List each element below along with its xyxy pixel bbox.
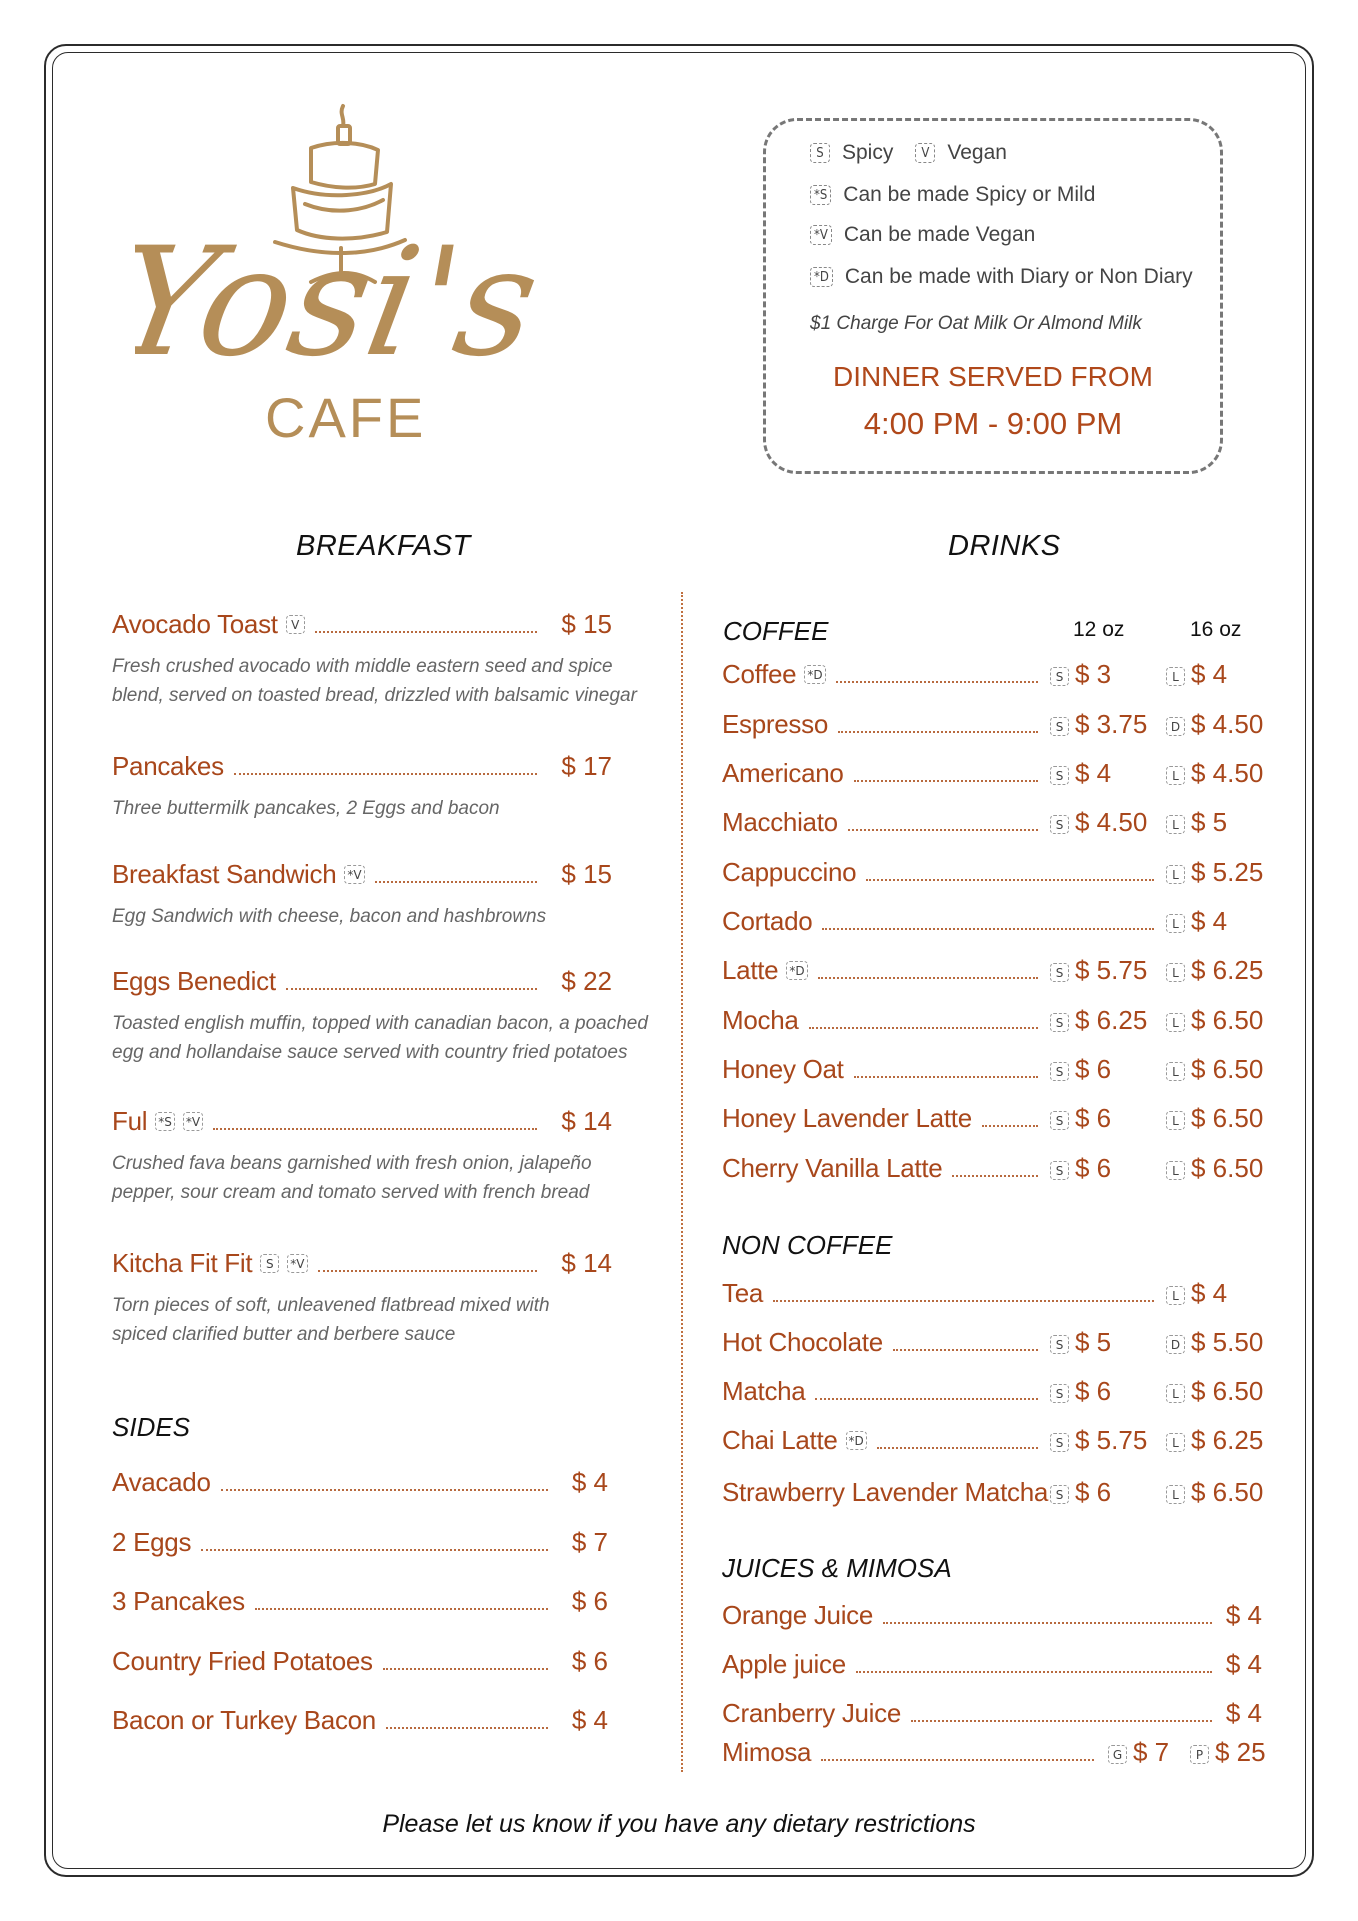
mimosa-glass-price: [1108, 1736, 1169, 1768]
small-price: $ 5.75: [1075, 1425, 1148, 1455]
dot-leader: [821, 1759, 1094, 1761]
description-line: Crushed fava beans garnished with fresh onion, jalapeño: [112, 1153, 592, 1174]
drink-item: [722, 1152, 1044, 1184]
item-price: $ 4: [571, 1705, 608, 1735]
size-tag: G: [1108, 1745, 1127, 1764]
side-item: [112, 1585, 608, 1617]
size-tag: S: [1050, 717, 1069, 736]
large-price-cell: [1166, 708, 1263, 740]
item-price: $ 22: [561, 966, 612, 996]
large-price: $ 6.50: [1191, 1103, 1264, 1133]
size-tag: S: [1050, 1485, 1069, 1504]
drink-item: [722, 1004, 1044, 1036]
mimosa-item: [722, 1736, 1100, 1768]
size-tag: L: [1166, 1485, 1185, 1504]
small-price-cell: [1050, 806, 1147, 838]
dot-leader: [315, 631, 538, 633]
dot-leader: [818, 977, 1038, 979]
small-price-cell: [1050, 1326, 1111, 1358]
small-price: $ 5: [1075, 1327, 1112, 1357]
small-price-cell: [1050, 1152, 1111, 1184]
description-line: Fresh crushed avocado with middle eastern seed and spice: [112, 656, 613, 677]
size-tag: S: [1050, 1111, 1069, 1130]
item-name: Ful: [112, 1106, 148, 1136]
item-name: Cappuccino: [722, 857, 857, 887]
dot-leader: [815, 1398, 1038, 1400]
item-name: Honey Oat: [722, 1054, 844, 1084]
mimosa-pitcher-price: [1190, 1736, 1266, 1768]
item-price: $ 17: [561, 751, 612, 781]
item-name: Mocha: [722, 1005, 799, 1035]
vegan-tag: V: [915, 143, 935, 163]
drink-item: [722, 1053, 1044, 1085]
dietary-tag: *V: [183, 1112, 203, 1131]
can-vegan-tag: *V: [810, 225, 832, 245]
breakfast-title: BREAKFAST: [296, 530, 471, 562]
small-price-cell: [1050, 1004, 1147, 1036]
item-name: Avacado: [112, 1467, 211, 1497]
non-coffee-title: NON COFFEE: [722, 1230, 893, 1260]
description-line: Toasted english muffin, topped with canadian bacon, a poached: [112, 1013, 648, 1034]
item-name: Avocado Toast: [112, 609, 278, 639]
juice-item: [722, 1648, 1262, 1680]
size-tag: S: [1050, 1335, 1069, 1354]
drink-item: [722, 905, 1160, 937]
dot-leader: [822, 928, 1154, 930]
dot-leader: [773, 1300, 1154, 1302]
dot-leader: [866, 879, 1154, 881]
item-price: $ 14: [561, 1248, 612, 1278]
large-price-cell: [1166, 1152, 1263, 1184]
description-line: pepper, sour cream and tomato served with french bread: [112, 1182, 590, 1203]
dot-leader: [836, 681, 1038, 683]
small-price: $ 5.75: [1075, 955, 1148, 985]
large-price: $ 6.50: [1191, 1376, 1264, 1406]
small-price: $ 6: [1075, 1376, 1112, 1406]
description-line: blend, served on toasted bread, drizzled with balsamic vinegar: [112, 685, 637, 706]
dot-leader: [848, 829, 1038, 831]
juice-item: [722, 1599, 1262, 1631]
drink-item: [722, 1375, 1044, 1407]
item-price: $ 15: [561, 859, 612, 889]
size-tag: L: [1166, 1384, 1185, 1403]
large-price: $ 4.50: [1191, 758, 1264, 788]
size-12oz-header: 12 oz: [1073, 618, 1125, 641]
juices-title: JUICES & MIMOSA: [722, 1553, 952, 1583]
small-price: $ 3: [1075, 659, 1112, 689]
sides-title: SIDES: [112, 1412, 191, 1442]
large-price-cell: [1166, 1375, 1263, 1407]
legend-row-dairy: [810, 265, 1193, 289]
dietary-footer: Please let us know if you have any dietary restrictions: [382, 1810, 976, 1838]
small-price-cell: [1050, 1476, 1111, 1508]
dot-leader: [952, 1175, 1038, 1177]
small-price-cell: [1050, 1424, 1147, 1456]
description-line: Three buttermilk pancakes, 2 Eggs and bacon: [112, 798, 500, 819]
dot-leader: [854, 780, 1038, 782]
logo-subtext: CAFE: [265, 386, 427, 449]
size-tag: S: [1050, 1013, 1069, 1032]
dot-leader: [383, 1668, 548, 1670]
item-price: $ 15: [561, 609, 612, 639]
dot-leader: [201, 1549, 548, 1551]
breakfast-item: [112, 750, 612, 782]
small-price: $ 6.25: [1075, 1005, 1148, 1035]
breakfast-item: [112, 608, 612, 640]
dot-leader: [883, 1622, 1212, 1624]
description-line: Torn pieces of soft, unleavened flatbread mixed with: [112, 1295, 550, 1316]
juice-item: [722, 1697, 1262, 1729]
small-price-cell: [1050, 1102, 1111, 1134]
item-name: Breakfast Sandwich: [112, 859, 337, 889]
small-price: $ 6: [1075, 1153, 1112, 1183]
dietary-tag: S: [260, 1254, 279, 1273]
drink-item: [722, 806, 1044, 838]
item-name: Kitcha Fit Fit: [112, 1248, 253, 1278]
breakfast-item: [112, 1247, 612, 1279]
small-price: $ 6: [1075, 1054, 1112, 1084]
drink-item: [722, 1102, 1044, 1134]
item-name: Strawberry Lavender Matcha: [722, 1477, 1049, 1507]
item-name: Cortado: [722, 906, 813, 936]
side-item: [112, 1645, 608, 1677]
large-price: $ 4: [1191, 906, 1228, 936]
dot-leader: [375, 881, 538, 883]
size-tag: S: [1050, 667, 1069, 686]
large-price-cell: [1166, 856, 1263, 888]
large-price: $ 5.50: [1191, 1327, 1264, 1357]
item-name: Americano: [722, 758, 844, 788]
large-price-cell: [1166, 1476, 1263, 1508]
breakfast-item: [112, 858, 612, 890]
item-price: $ 4: [571, 1467, 608, 1497]
dot-leader: [286, 988, 538, 990]
small-price: $ 3.75: [1075, 709, 1148, 739]
breakfast-item: [112, 965, 612, 997]
large-price: $ 4.50: [1191, 709, 1264, 739]
small-price-cell: [1050, 954, 1147, 986]
legend-row-mild: [810, 183, 1095, 207]
dot-leader: [838, 731, 1038, 733]
side-item: [112, 1704, 608, 1736]
drink-item: [722, 1476, 1049, 1508]
size-tag: L: [1166, 1062, 1185, 1081]
description-line: Egg Sandwich with cheese, bacon and hashbrowns: [112, 906, 547, 927]
dot-leader: [255, 1608, 548, 1610]
dietary-tag: V: [286, 615, 305, 634]
drink-item: [722, 856, 1160, 888]
small-price: $ 6: [1075, 1103, 1112, 1133]
size-tag: D: [1166, 1335, 1185, 1354]
small-price: $ 6: [1075, 1477, 1112, 1507]
size-tag: D: [1166, 717, 1185, 736]
large-price-cell: [1166, 1004, 1263, 1036]
item-name: Bacon or Turkey Bacon: [112, 1705, 376, 1735]
size-tag: L: [1166, 1286, 1185, 1305]
size-16oz-header: 16 oz: [1190, 618, 1242, 641]
dot-leader: [221, 1489, 548, 1491]
size-tag: L: [1166, 1111, 1185, 1130]
side-item: [112, 1466, 608, 1498]
item-name: Espresso: [722, 709, 828, 739]
size-tag: S: [1050, 1433, 1069, 1452]
size-tag: S: [1050, 1161, 1069, 1180]
small-price-cell: [1050, 708, 1147, 740]
item-name: Mimosa: [722, 1737, 812, 1767]
item-price: $ 6: [571, 1586, 608, 1616]
breakfast-item: [112, 1105, 612, 1137]
dot-leader: [234, 773, 538, 775]
size-tag: S: [1050, 1384, 1069, 1403]
legend-row-can-vegan: [810, 223, 1035, 247]
large-price: $ 6.25: [1191, 1425, 1264, 1455]
large-price-cell: [1166, 658, 1227, 690]
item-name: Pancakes: [112, 751, 224, 781]
item-name: 2 Eggs: [112, 1527, 192, 1557]
item-name: Tea: [722, 1278, 764, 1308]
size-tag: L: [1166, 914, 1185, 933]
size-tag: S: [1050, 1062, 1069, 1081]
size-tag: P: [1190, 1745, 1209, 1764]
size-tag: L: [1166, 1013, 1185, 1032]
size-tag: S: [1050, 815, 1069, 834]
item-name: Coffee: [722, 659, 797, 689]
dot-leader: [911, 1720, 1212, 1722]
dot-leader: [386, 1727, 548, 1729]
dot-leader: [877, 1447, 1038, 1449]
large-price-cell: [1166, 1424, 1263, 1456]
large-price-cell: [1166, 1053, 1263, 1085]
size-tag: L: [1166, 667, 1185, 686]
spicy-tag: S: [810, 143, 830, 163]
item-price: $ 7: [571, 1527, 608, 1557]
drink-item: [722, 1424, 1044, 1456]
large-price-cell: [1166, 1102, 1263, 1134]
size-tag: L: [1166, 1161, 1185, 1180]
dinner-hours: 4:00 PM - 9:00 PM: [863, 406, 1123, 441]
drink-item: [722, 708, 1044, 740]
size-tag: L: [1166, 815, 1185, 834]
small-price: $ 4.50: [1075, 807, 1148, 837]
item-name: Country Fried Potatoes: [112, 1646, 373, 1676]
description-line: egg and hollandaise sauce served with country fried potatoes: [112, 1042, 628, 1063]
item-price: $ 4: [1225, 1649, 1262, 1679]
dietary-tag: *V: [287, 1254, 307, 1273]
drink-item: [722, 1277, 1160, 1309]
item-description: [112, 902, 546, 931]
dairy-label: Can be made with Diary or Non Diary: [844, 265, 1193, 288]
size-tag: S: [1050, 766, 1069, 785]
large-price: $ 5.25: [1191, 857, 1264, 887]
size-tag: L: [1166, 766, 1185, 785]
drink-item: [722, 954, 1044, 986]
large-price: $ 6.50: [1191, 1005, 1264, 1035]
small-price: $ 4: [1075, 758, 1112, 788]
pitcher-price: $ 25: [1215, 1737, 1266, 1767]
coffee-title: COFFEE: [723, 616, 829, 646]
dot-leader: [213, 1128, 537, 1130]
dot-leader: [856, 1671, 1212, 1673]
small-price-cell: [1050, 757, 1111, 789]
item-name: Hot Chocolate: [722, 1327, 883, 1357]
spicy-label: Spicy: [842, 141, 894, 164]
size-tag: L: [1166, 1433, 1185, 1452]
dietary-tag: *D: [846, 1431, 867, 1450]
legend-box: [763, 118, 1223, 474]
side-item: [112, 1526, 608, 1558]
item-price: $ 4: [1225, 1600, 1262, 1630]
item-name: Chai Latte: [722, 1425, 838, 1455]
drink-item: [722, 757, 1044, 789]
dietary-tag: *D: [804, 665, 825, 684]
large-price: $ 6.50: [1191, 1477, 1264, 1507]
large-price-cell: [1166, 757, 1263, 789]
mild-label: Can be made Spicy or Mild: [843, 183, 1096, 206]
cafe-logo: [135, 92, 555, 472]
large-price-cell: [1166, 1277, 1227, 1309]
drink-item: [722, 658, 1044, 690]
dinner-heading: DINNER SERVED FROM: [833, 361, 1153, 392]
dot-leader: [982, 1125, 1038, 1127]
drink-item: [722, 1326, 1044, 1358]
size-tag: L: [1166, 865, 1185, 884]
drinks-title: DRINKS: [948, 530, 1061, 562]
small-price-cell: [1050, 1375, 1111, 1407]
size-tag: L: [1166, 963, 1185, 982]
dot-leader: [893, 1349, 1038, 1351]
dot-leader: [318, 1270, 538, 1272]
item-description: [112, 1149, 592, 1207]
logo-script: Yosi's: [135, 215, 551, 390]
large-price: $ 6.25: [1191, 955, 1264, 985]
item-name: 3 Pancakes: [112, 1586, 245, 1616]
glass-price: $ 7: [1133, 1737, 1170, 1767]
can-vegan-label: Can be made Vegan: [843, 223, 1036, 246]
item-name: Macchiato: [722, 807, 838, 837]
item-description: [112, 794, 500, 823]
cake-stand-icon: [135, 92, 555, 472]
dietary-tag: *V: [344, 865, 364, 884]
item-name: Eggs Benedict: [112, 966, 276, 996]
large-price: $ 4: [1191, 659, 1228, 689]
item-price: $ 14: [561, 1106, 612, 1136]
item-name: Cranberry Juice: [722, 1698, 902, 1728]
dot-leader: [854, 1076, 1038, 1078]
size-tag: S: [1050, 963, 1069, 982]
small-price-cell: [1050, 1053, 1111, 1085]
large-price: $ 4: [1191, 1278, 1228, 1308]
item-name: Orange Juice: [722, 1600, 874, 1630]
large-price: $ 6.50: [1191, 1153, 1264, 1183]
dot-leader: [809, 1027, 1038, 1029]
large-price-cell: [1166, 806, 1227, 838]
item-price: $ 4: [1225, 1698, 1262, 1728]
large-price: $ 5: [1191, 807, 1228, 837]
dairy-tag: *D: [810, 267, 833, 287]
large-price-cell: [1166, 905, 1227, 937]
item-description: [112, 652, 637, 710]
large-price-cell: [1166, 1326, 1263, 1358]
milk-charge-note: $1 Charge For Oat Milk Or Almond Milk: [810, 313, 1142, 334]
dietary-tag: *D: [786, 961, 807, 980]
item-price: $ 6: [571, 1646, 608, 1676]
description-line: spiced clarified butter and berbere sauce: [112, 1324, 456, 1345]
item-name: Latte: [722, 955, 779, 985]
dietary-tag: *S: [155, 1112, 175, 1131]
legend-row-spicy-vegan: [810, 141, 1007, 165]
item-description: [112, 1009, 648, 1067]
large-price: $ 6.50: [1191, 1054, 1264, 1084]
item-name: Matcha: [722, 1376, 806, 1406]
small-price-cell: [1050, 658, 1111, 690]
item-name: Honey Lavender Latte: [722, 1103, 972, 1133]
vegan-label: Vegan: [947, 141, 1007, 164]
item-description: [112, 1291, 550, 1349]
column-divider: [681, 592, 683, 1772]
mild-tag: *S: [810, 185, 831, 205]
item-name: Apple juice: [722, 1649, 846, 1679]
large-price-cell: [1166, 954, 1263, 986]
item-name: Cherry Vanilla Latte: [722, 1153, 943, 1183]
